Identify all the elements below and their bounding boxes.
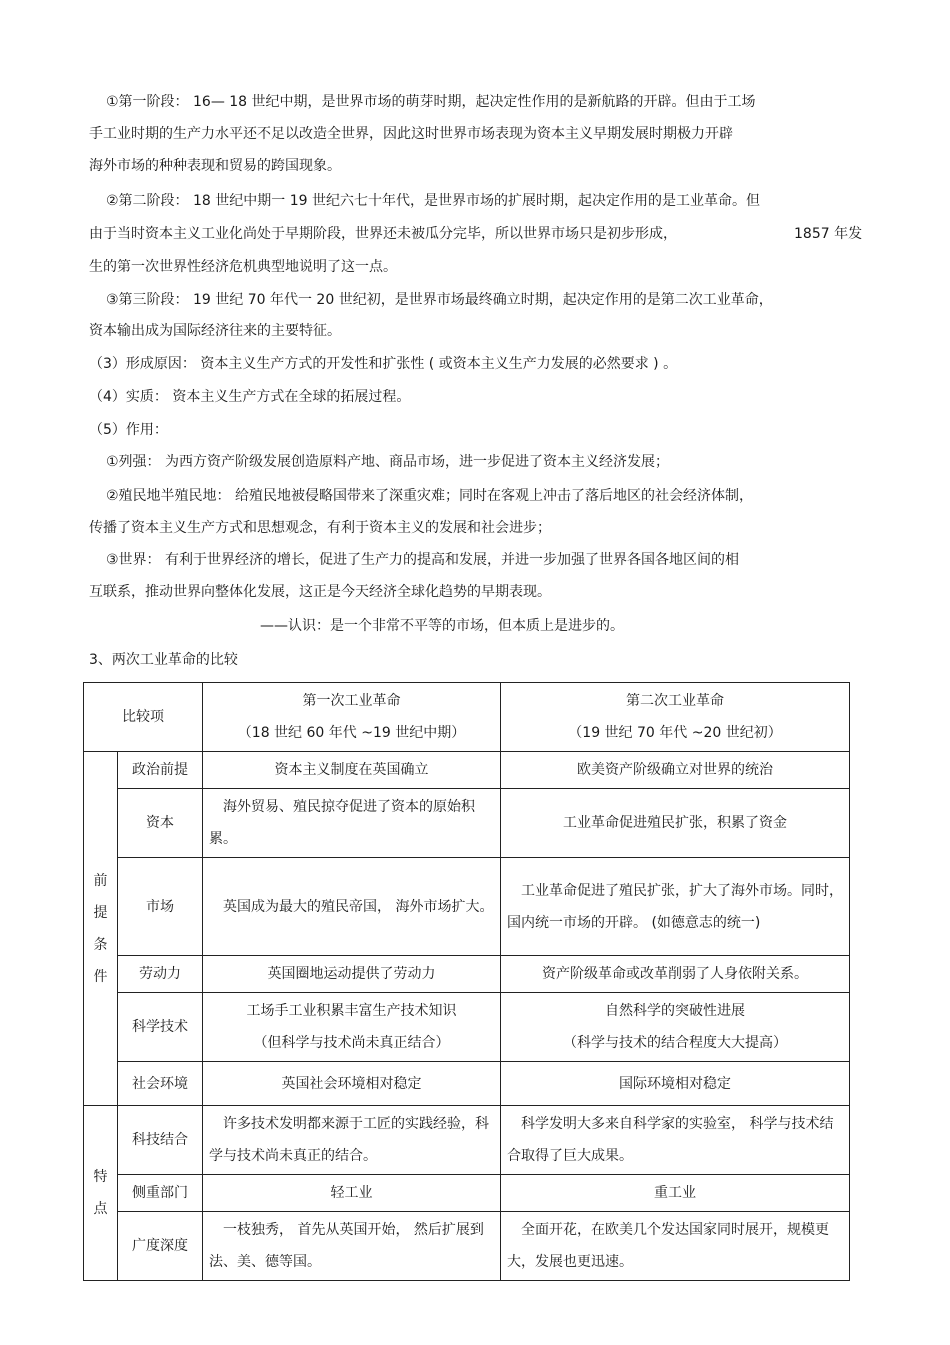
group-char: 件 — [93, 968, 108, 985]
row-label: 政治前提 — [118, 752, 203, 789]
comparison-table — [83, 682, 850, 1281]
cell-first: 海外贸易、殖民掠夺促进了资本的原始积累。 — [203, 789, 501, 858]
group-char: 提 — [93, 904, 108, 921]
table-row — [84, 1175, 850, 1212]
cell-first: 一枝独秀， 首先从英国开始， 然后扩展到法、美、德等国。 — [203, 1212, 501, 1281]
cell-first: 英国圈地运动提供了劳动力 — [203, 956, 501, 993]
effect-world-line1: ③世界： 有利于世界经济的增长，促进了生产力的提高和发展，并进一步加强了世界各国各地区间的相 — [106, 552, 739, 568]
cell-second: 工业革命促进了殖民扩张，扩大了海外市场。同时，国内统一市场的开辟。 (如德意志的统一) — [501, 858, 850, 956]
row-label: 社会环境 — [118, 1062, 203, 1106]
table-row — [84, 789, 850, 858]
group-char: 特 — [93, 1169, 108, 1185]
group-char: 条 — [93, 936, 108, 953]
header-second-revolution — [501, 683, 850, 752]
table-row — [84, 752, 850, 789]
effect-powers: ①列强： 为西方资产阶级发展创造原料产地、商品市场，进一步促进了资本主义经济发展； — [106, 454, 669, 470]
formation-cause: （3）形成原因： 资本主义生产方式的开发性和扩张性 ( 或资本主义生产力发展的必然要求 ) 。 — [89, 356, 678, 372]
table-row — [84, 1212, 850, 1281]
row-label: 广度深度 — [118, 1212, 203, 1281]
conclusion: ——认识：是一个非常不平等的市场，但本质上是进步的。 — [260, 618, 624, 634]
cell-first: 轻工业 — [203, 1175, 501, 1212]
table-row — [84, 1062, 850, 1106]
effect-colonies-line2: 传播了资本主义生产方式和思想观念，有利于资本主义的发展和社会进步； — [89, 520, 551, 536]
row-label: 侧重部门 — [118, 1175, 203, 1212]
cell-second-line1: 自然科学的突破性进展 — [605, 1003, 745, 1019]
cell-second — [501, 993, 850, 1062]
table-header-row — [84, 683, 850, 752]
stage2-year: 1857 年发 — [794, 226, 863, 242]
stage2-line1: ②第二阶段： 18 世纪中期一 19 世纪六七十年代，是世界市场的扩展时期，起决定作用的是工业革命。但 — [106, 193, 760, 209]
cell-second: 科学发明大多来自科学家的实验室， 科学与技术结合取得了巨大成果。 — [501, 1106, 850, 1175]
cell-second: 工业革命促进殖民扩张，积累了资金 — [501, 789, 850, 858]
cell-second: 资产阶级革命或改革削弱了人身依附关系。 — [501, 956, 850, 993]
stage3-line2: 资本输出成为国际经济往来的主要特征。 — [89, 323, 341, 339]
stage2-line3: 生的第一次世界性经济危机典型地说明了这一点。 — [89, 259, 397, 275]
stage3-line1: ③第三阶段： 19 世纪 70 年代一 20 世纪初，是世界市场最终确立时期，起决定作用的是第二次工业革命， — [106, 292, 773, 308]
header-first-title: 第一次工业革命 — [302, 693, 401, 709]
cell-first-line2: （但科学与技术尚未真正结合） — [253, 1035, 450, 1051]
header-compare-item: 比较项 — [84, 683, 203, 752]
cell-second: 国际环境相对稳定 — [501, 1062, 850, 1106]
group-char: 前 — [93, 872, 108, 889]
table-row — [84, 956, 850, 993]
group-prerequisites — [84, 752, 118, 1106]
header-second-title: 第二次工业革命 — [626, 693, 724, 709]
effect-heading: （5）作用： — [89, 422, 168, 438]
cell-second: 重工业 — [501, 1175, 850, 1212]
row-label: 科技结合 — [118, 1106, 203, 1175]
cell-first: 英国社会环境相对稳定 — [203, 1062, 501, 1106]
effect-world-line2: 互联系，推动世界向整体化发展，这正是今天经济全球化趋势的早期表现。 — [89, 584, 551, 600]
effect-colonies-line1: ②殖民地半殖民地： 给殖民地被侵略国带来了深重灾难；同时在客观上冲击了落后地区的社会经济体制， — [106, 488, 753, 504]
group-char: 点 — [93, 1201, 108, 1217]
cell-first: 资本主义制度在英国确立 — [203, 752, 501, 789]
cell-second: 欧美资产阶级确立对世界的统治 — [501, 752, 850, 789]
stage1-line2: 手工业时期的生产力水平还不足以改造全世界，因此这时世界市场表现为资本主义早期发展时期极力开辟 — [89, 126, 733, 142]
table-row — [84, 1106, 850, 1175]
cell-first: 许多技术发明都来源于工匠的实践经验，科学与技术尚未真正的结合。 — [203, 1106, 501, 1175]
cell-first-line1: 工场手工业积累丰富生产技术知识 — [246, 1003, 457, 1019]
row-label: 资本 — [118, 789, 203, 858]
cell-second: 全面开花，在欧美几个发达国家同时展开，规模更大，发展也更迅速。 — [501, 1212, 850, 1281]
section-title: 3、两次工业革命的比较 — [89, 652, 238, 668]
row-label: 市场 — [118, 858, 203, 956]
row-label: 科学技术 — [118, 993, 203, 1062]
group-features — [84, 1106, 118, 1281]
essence: （4）实质： 资本主义生产方式在全球的拓展过程。 — [89, 389, 411, 405]
cell-first — [203, 993, 501, 1062]
table-row — [84, 993, 850, 1062]
cell-first: 英国成为最大的殖民帝国， 海外市场扩大。 — [203, 858, 501, 956]
row-label: 劳动力 — [118, 956, 203, 993]
table-row — [84, 858, 850, 956]
stage2-line2: 由于当时资本主义工业化尚处于早期阶段，世界还未被瓜分完毕，所以世界市场只是初步形成， — [89, 226, 677, 242]
stage1-line3: 海外市场的种种表现和贸易的跨国现象。 — [89, 158, 341, 174]
stage1-line1: ①第一阶段： 16— 18 世纪中期，是世界市场的萌芽时期，起决定性作用的是新航路的开辟。但由于工场 — [106, 94, 756, 110]
cell-second-line2: （科学与技术的结合程度大大提高） — [563, 1035, 787, 1051]
header-second-period: （19 世纪 70 年代 ~20 世纪初） — [568, 725, 782, 741]
header-first-period: （18 世纪 60 年代 ~19 世纪中期） — [237, 725, 466, 741]
header-first-revolution — [203, 683, 501, 752]
